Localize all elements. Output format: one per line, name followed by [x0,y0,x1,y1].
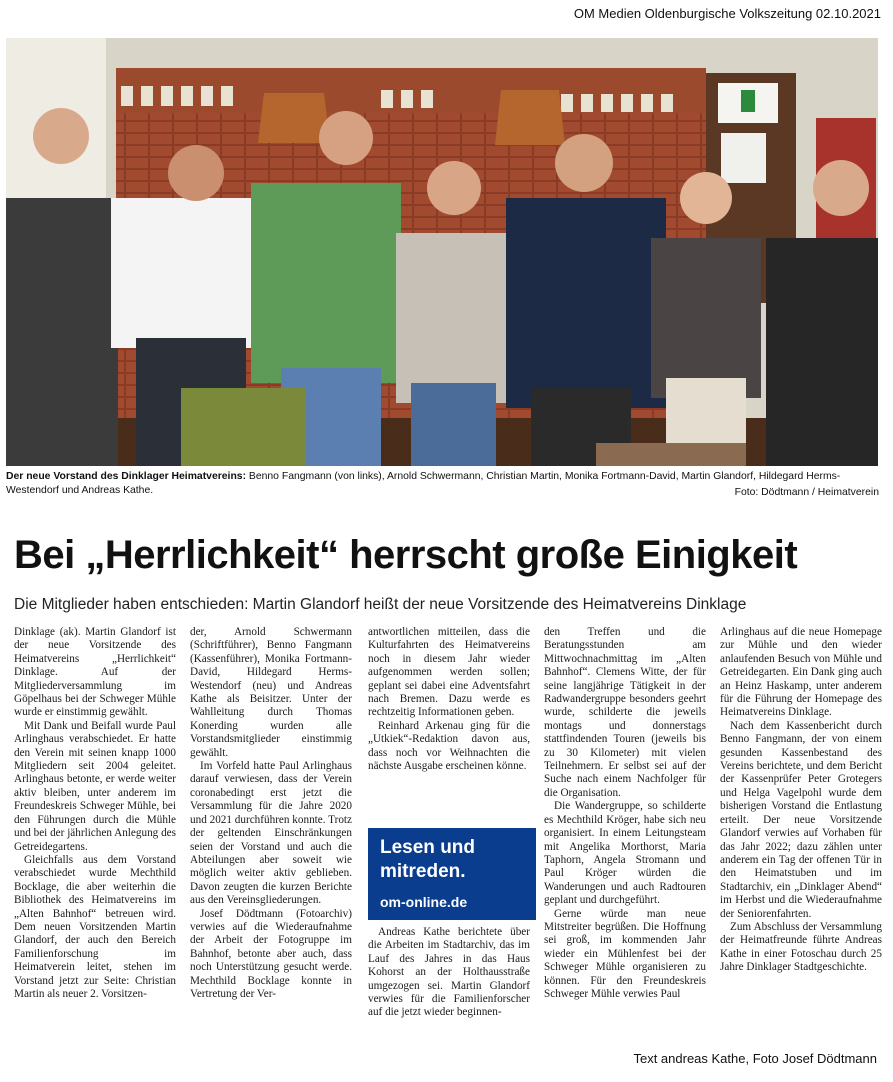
group-photo-illustration [6,38,878,466]
article-column-4 [544,626,706,1001]
paragraph: Gleichfalls aus dem Vorstand verabschiedet wurde Mechthild Bocklage, die aber weiterhin die Bibliothek des Heimatvereins im „Alten Bahnhof“ betreuen wird. Dem neuen Vorsitzenden Martin Glandorf, der auch den Bereich Familienforschung im Heimatverein leitet, stehen im Vorstand jetzt zur Seite: Christian Martin als neuer 2. Vorsitzen- [14,853,176,1000]
article-column-3 [368,626,530,773]
paragraph: Andreas Kathe berichtete über die Arbeiten im Stadtarchiv, das im Lauf des Jahres in das Haus Kohorst an der Holthausstraße umgezogen sei. Martin Glandorf verwies für die Familienforscher auf die jetzt wieder beginnen- [368,926,530,1019]
article-column-1 [14,626,176,1001]
om-online-ad[interactable] [368,828,536,920]
paragraph: Mit Dank und Beifall wurde Paul Arlinghaus verabschiedet. Er hatte den Verein mit seinen knapp 1000 Mitgliedern seit 2004 geleitet. Arlinghaus betonte, er werde weiter aktiv bleiben, unter anderem im Freundeskreis Schweger Mühle, bei den Führungen durch die Mühle und bei der jährlichen Anlegung des Getreidegartens. [14,719,176,853]
caption-lead: Der neue Vorstand des Dinklager Heimatvereins: [6,471,247,482]
article-column-2 [190,626,352,1001]
paragraph: Die Wandergruppe, so schilderte es Mechthild Kröger, habe sich neu organisiert. In einem Leitungsteam mit Angelika Morthorst, Maria Taphorn, Angela Stromann und Paul Kröger würden die Wanderungen und auch Radtouren geplant und durchgeführt. [544,800,706,907]
headline: Bei „Herrlichkeit“ herrscht große Einigkeit [14,533,798,577]
source-line: OM Medien Oldenburgische Volkszeitung 02.10.2021 [573,6,881,21]
paragraph: Arlinghaus auf die neue Homepage zur Mühle und den wieder anlaufenden Besuch von Mühle und Getreidegarten. Ein Dank ging auch an Heinz Haskamp, unter anderem für die Führung der Homepage des Heimatvereins Dinklage. [720,626,882,719]
paragraph: Nach dem Kassenbericht durch Benno Fangmann, der von einem gesunden Kassenbestand des Vereins berichtete, und dem Bericht der Kassenprüfer Peter Grotegers und Helga Vagelpohl wurde dem bisherigen Vorstand die Entlastung erteilt. Der neue Vorsitzende Glandorf verwies auf Vorhaben für das Jahr 2022; dazu zählen unter anderem ein Tag der offenen Tür in den Heimatstuben und im Stadtarchiv, ein „Dinklager Abend“ im Herbst und die Wiederaufnahme der Seniorenfahrten. [720,719,882,920]
subheadline: Die Mitglieder haben entschieden: Martin Glandorf heißt der neue Vorsitzende des Heimatvereins Dinklage [14,596,747,613]
paragraph: Reinhard Arkenau ging für die „Utkiek“-Redaktion davon aus, dass noch vor Weihnachten die nächste Ausgabe erscheinen könne. [368,719,530,773]
ad-line-1: Lesen und [380,837,476,858]
article-column-5 [720,626,882,975]
paragraph: Gerne würde man neue Mitstreiter begrüßen. Die Hoffnung sei groß, im kommenden Jahr wieder ein Mühlenfest bei der Schweger Mühle organisieren zu können. Für den Freundeskreis Schweger Mühle verwies Paul [544,907,706,1000]
photo-credit: Foto: Dödtmann / Heimatverein [734,487,879,498]
footer-credit: Text andreas Kathe, Foto Josef Dödtmann [633,1051,877,1066]
paragraph: der, Arnold Schwermann (Schriftführer), Benno Fangmann (Kassenführer), Monika Fortmann-David, Hildegard Herms-Westendorf (neu) und Andreas Kathe als Beisitzer. Unter der Wahlleitung durch Thomas Konerding wurden alle Vorstandsmitglieder einstimmig gewählt. [190,626,352,759]
paragraph: Dinklage (ak). Martin Glandorf ist der neue Vorsitzende des Heimatvereins „Herrlichkeit“ Dinklage. Auf der Mitgliederversammlung im Göpelhaus bei der Schweger Mühle wurde er einstimmig gewählt. [14,626,176,719]
group-photo [6,38,878,466]
paragraph: Josef Dödtmann (Fotoarchiv) verwies auf die Wiederaufnahme der Arbeit der Fotogruppe im Bahnhof, betonte aber auch, dass noch Unterstützung gesucht werde. Mechthild Bocklage konnte in Vertretung der Ver- [190,907,352,1000]
paragraph: Im Vorfeld hatte Paul Arlinghaus darauf verwiesen, dass der Verein coronabedingt erst jetzt die Versammlung für die Jahre 2020 und 2021 durchführen konnte. Trotz der geltenden Einschränkungen seien der Vorstand und auch die Abteilungen aber soweit wie möglich weiter aktiv geblieben. Davon zeugten die kurzen Berichte aus den Vereinsgliederungen. [190,760,352,907]
paragraph: den Treffen und die Beratungsstunden am Mittwochnachmittag im „Alten Bahnhof“. Clemens Witte, der für seine langjährige Tätigkeit in der Radwandergruppe besonders geehrt wurde, schilderte die jeweils montags und donnerstags stattfindenden Touren (jeweils bis zu 30 Kilometer) mit vielen Teilnehmern. Er selbst sei auf der Suche nach einem Nachfolger für die Organisation. [544,626,706,799]
article-column-3-lower [368,926,530,1020]
caption-text: Benno Fangmann (von links), Arnold Schwermann, Christian Martin, Monika Fortmann-David, Martin Glandorf, Hildegard Herms-Westendorf und Andreas Kathe. [6,471,841,496]
ad-url-link[interactable]: om-online.de [380,894,468,910]
paragraph: antwortlichen mitteilen, dass die Kulturfahrten des Heimatvereins noch in diesem Jahr wieder aufgenommen werden sollen; geplant sei dabei eine Adventsfahrt nach Bremen. Dazu werde es rechtzeitig Informationen geben. [368,626,530,719]
paragraph: Zum Abschluss der Versammlung der Heimatfreunde führte Andreas Kathe in einer Fotoschau durch 25 Jahre Dinklager Stadtgeschichte. [720,920,882,974]
ad-line-2: mitreden. [380,861,466,882]
